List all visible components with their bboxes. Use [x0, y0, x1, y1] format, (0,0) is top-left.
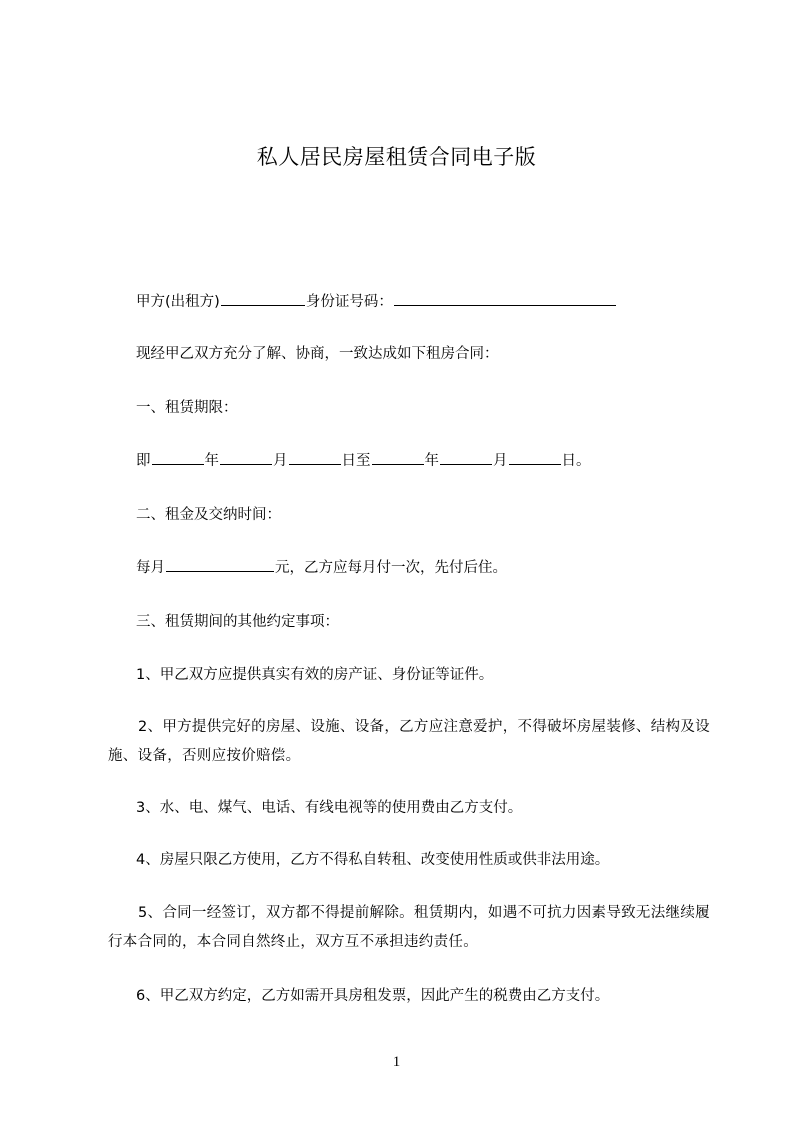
party-a-name-blank[interactable] [221, 291, 305, 306]
intro-text: 现经甲乙双方充分了解、协商，一致达成如下租房合同： [136, 346, 499, 362]
document-title: 私人居民房屋租赁合同电子版 [256, 145, 537, 169]
end-day-blank[interactable] [509, 450, 561, 465]
day-end-text: 日。 [561, 453, 591, 469]
party-a-line [136, 290, 617, 314]
monthly-text: 每月 [136, 560, 165, 576]
day-to-text: 日至 [341, 453, 371, 469]
month-text-2: 月 [493, 453, 508, 469]
lease-period-line [136, 449, 591, 473]
clause-5: 5、合同一经签订，双方都不得提前解除。租赁期内，如遇不可抗力因素导致无法继续履行本合同的，本合同自然终止，双方互不承担违约责任。 [108, 905, 710, 950]
ji-text: 即 [136, 453, 151, 469]
start-day-blank[interactable] [289, 450, 341, 465]
section1-heading: 一、租赁期限： [136, 400, 238, 416]
rent-line [136, 556, 507, 580]
month-text: 月 [273, 453, 288, 469]
rent-rest-text: 元，乙方应每月付一次，先付后住。 [275, 560, 507, 576]
id-number-label: 身份证号码： [305, 294, 393, 310]
start-year-blank[interactable] [152, 450, 204, 465]
party-a-label: 甲方(出租方) [136, 294, 220, 310]
clause-1: 1、甲乙双方应提供真实有效的房产证、身份证等证件。 [136, 667, 494, 683]
id-number-blank[interactable] [394, 291, 616, 306]
end-month-blank[interactable] [440, 450, 492, 465]
year-text-2: 年 [424, 453, 439, 469]
section3-heading: 三、租赁期间的其他约定事项： [136, 614, 339, 630]
clause-3: 3、水、电、煤气、电话、有线电视等的使用费由乙方支付。 [136, 800, 523, 816]
clause-2: 2、甲方提供完好的房屋、设施、设备，乙方应注意爱护，不得破坏房屋装修、结构及设施、设备，否则应按价赔偿。 [108, 719, 710, 764]
rent-amount-blank[interactable] [166, 557, 274, 572]
clause-6: 6、甲乙双方约定，乙方如需开具房租发票，因此产生的税费由乙方支付。 [136, 988, 610, 1004]
start-month-blank[interactable] [220, 450, 272, 465]
section2-heading: 二、租金及交纳时间： [136, 507, 281, 523]
year-text: 年 [204, 453, 219, 469]
clause-4: 4、房屋只限乙方使用，乙方不得私自转租、改变使用性质或供非法用途。 [136, 852, 610, 868]
page-number: 1 [392, 1054, 401, 1070]
end-year-blank[interactable] [372, 450, 424, 465]
